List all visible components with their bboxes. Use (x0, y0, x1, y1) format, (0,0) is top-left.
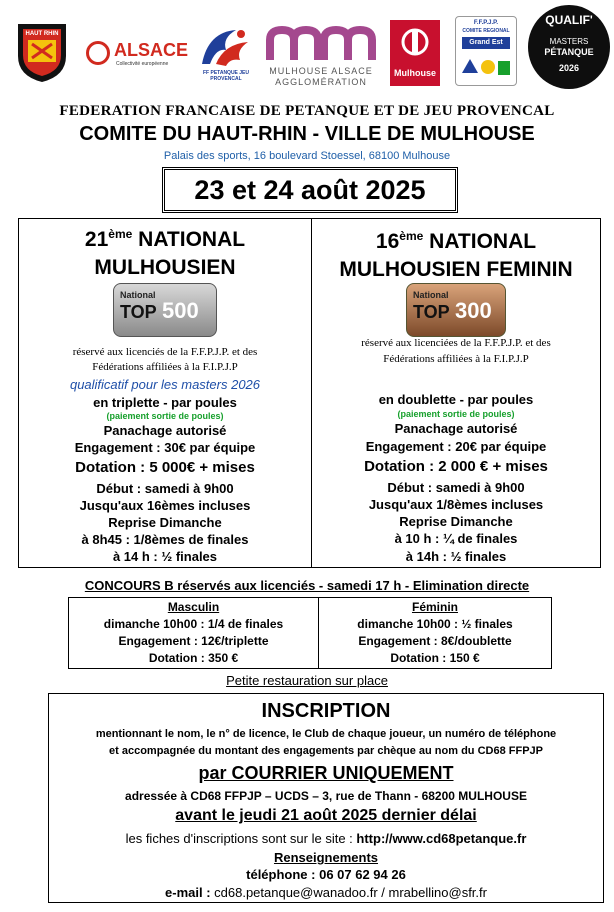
left-badge-number: 500 (162, 298, 199, 323)
federation-title: FEDERATION FRANCAISE DE PETANQUE ET DE JEU PROVENCAL (59, 103, 555, 119)
left-paiement: (paiement sortie de poules) (106, 411, 224, 421)
logo-bar (0, 0, 614, 96)
qualif-label: QUALIF' (545, 13, 593, 27)
left-reprise: Reprise Dimanche (108, 515, 222, 530)
right-panachage: Panachage autorisé (394, 421, 518, 436)
inscription-courrier (49, 763, 603, 784)
competitions-table (18, 218, 601, 568)
site-link[interactable]: http://www.cd68petanque.fr (356, 831, 527, 846)
email-addresses[interactable]: cd68.petanque@wanadoo.fr / mrabellino@sfr.fr (210, 885, 487, 900)
delai-text: avant le jeudi 21 août 2025 dernier délai (175, 807, 477, 824)
left-reserve-line1: réservé aux licenciés de la F.F.P.J.P. et des (72, 346, 258, 358)
inscription-delai (49, 807, 603, 825)
alsace-logo (86, 38, 189, 72)
left-badge-national: National (120, 290, 156, 300)
left-format: en triplette - par poules (93, 395, 237, 410)
comite-label-1: F.F.P.J.P. (473, 20, 499, 26)
left-dotation: Dotation : 5 000€ + mises (75, 459, 255, 476)
right-paiement: (paiement sortie de poules) (397, 409, 515, 419)
concours-b-feminin (319, 598, 551, 668)
haut-rhin-label: HAUT RHIN (25, 31, 59, 37)
comite-title: COMITE DU HAUT-RHIN - VILLE DE MULHOUSE (79, 123, 535, 145)
comite-regional-logo (455, 16, 517, 86)
right-badge-national: National (413, 290, 449, 300)
renseignements-heading (49, 850, 603, 865)
right-top300-badge (312, 283, 600, 337)
inscription-title: INSCRIPTION (261, 700, 391, 722)
masters-label-2: PÉTANQUE (544, 47, 594, 57)
masters-logo (528, 5, 610, 89)
left-horaire-2: à 14 h : ½ finales (112, 549, 218, 564)
event-dates: 23 et 24 août 2025 (162, 167, 458, 213)
masculin-line3: Dotation : 350 € (148, 651, 239, 665)
courrier-text: par COURRIER UNIQUEMENT (198, 763, 454, 783)
left-edition-suffix: ème (108, 227, 133, 241)
inscription-box (48, 693, 604, 903)
feminin-line3: Dotation : 150 € (390, 651, 480, 665)
restauration-note: Petite restauration sur place (226, 673, 388, 688)
left-jusqua: Jusqu'aux 16èmes incluses (79, 498, 251, 513)
comite-label-2: COMITE REGIONAL (462, 28, 510, 34)
right-reserve-line1: réservé aux licenciées de la F.F.P.J.P. et des (361, 337, 551, 349)
venue-address: Palais des sports, 16 boulevard Stoessel, 68100 Mulhouse (163, 150, 451, 162)
m2a-label-1: MULHOUSE ALSACE (269, 66, 373, 76)
right-title-line1 (312, 229, 600, 254)
grandest-label: Grand Est (462, 37, 510, 49)
site-prefix: les fiches d'inscriptions sont sur le site : (125, 831, 357, 846)
email-line (49, 885, 603, 900)
mulhouse-logo (390, 20, 440, 86)
renseignements-text: Renseignements (273, 850, 379, 865)
inscription-adresse: adressée à CD68 FFPJP – UCDS – 3, rue de Thann - 68200 MULHOUSE (125, 789, 527, 803)
left-reserve-line2: Fédérations affiliées à la F.I.P.J.P (92, 361, 238, 373)
alsace-label: ALSACE (114, 40, 189, 60)
masculin-line1: dimanche 10h00 : 1/4 de finales (103, 617, 284, 631)
left-title-line1 (19, 227, 311, 252)
mulhouse-label: Mulhouse (394, 68, 436, 78)
masters-year: 2026 (558, 63, 580, 73)
inscription-line2: et accompagnée du montant des engagements par chèque au nom du CD68 FFPJP (109, 745, 543, 757)
feminin-head: Féminin (411, 600, 458, 614)
national-feminin-column (312, 219, 600, 567)
email-label: e-mail : (165, 885, 211, 900)
left-title-line2: MULHOUSIEN (94, 256, 236, 279)
right-edition-suffix: ème (399, 229, 424, 243)
right-reprise: Reprise Dimanche (399, 514, 513, 529)
right-format: en doublette - par poules (378, 392, 534, 407)
right-horaire-1: à 10 h : ¼ de finales (394, 531, 518, 546)
alsace-sublabel: Collectivité européenne (116, 61, 169, 67)
right-title-national: NATIONAL (423, 230, 537, 253)
right-edition-number: 16 (375, 230, 400, 253)
concours-b-title: CONCOURS B réservés aux licenciés - samedi 17 h - Elimination directe (84, 578, 530, 593)
m2a-label-2: AGGLOMÉRATION (275, 77, 367, 87)
left-debut: Début : samedi à 9h00 (96, 481, 234, 496)
left-engagement: Engagement : 30€ par équipe (74, 440, 256, 455)
right-badge-top: TOP (413, 302, 450, 322)
right-jusqua: Jusqu'aux 1/8èmes incluses (368, 497, 544, 512)
right-horaire-2: à 14h : ½ finales (405, 549, 507, 564)
inscription-line1: mentionnant le nom, le n° de licence, le Club de chaque joueur, un numéro de téléphone (95, 728, 557, 740)
right-title-line2: MULHOUSIEN FEMININ (339, 258, 573, 281)
feminin-line2: Engagement : 8€/doublette (358, 634, 512, 648)
right-badge-number: 300 (455, 298, 492, 323)
m2a-logo (264, 26, 378, 88)
concours-b-masculin (69, 598, 319, 668)
alsace-icon (86, 41, 110, 65)
masculin-head: Masculin (167, 600, 220, 614)
national-mulhousien-column (19, 219, 312, 567)
haut-rhin-logo (14, 20, 70, 84)
feminin-line1: dimanche 10h00 : ½ finales (357, 617, 513, 631)
ffpjp-logo (196, 24, 256, 84)
masters-label-1: MASTERS (549, 37, 589, 46)
left-badge-top: TOP (120, 302, 157, 322)
right-reserve-line2: Fédérations affiliées à la F.I.P.J.P (383, 353, 529, 365)
left-title-national: NATIONAL (132, 228, 246, 251)
masculin-line2: Engagement : 12€/triplette (118, 634, 269, 648)
inscription-site-line (49, 831, 603, 846)
left-top500-badge (19, 283, 311, 337)
telephone: téléphone : 06 07 62 94 26 (246, 867, 406, 882)
left-panachage: Panachage autorisé (103, 423, 227, 438)
left-qualif: qualificatif pour les masters 2026 (69, 377, 261, 392)
right-dotation: Dotation : 2 000 € + mises (364, 458, 548, 475)
right-engagement: Engagement : 20€ par équipe (365, 439, 547, 454)
ffpjp-label: FF PETANQUE JEU PROVENCAL (202, 70, 250, 82)
left-edition-number: 21 (84, 228, 109, 251)
left-horaire-1: à 8h45 : 1/8èmes de finales (81, 532, 249, 547)
right-debut: Début : samedi à 9h00 (387, 480, 525, 495)
concours-b-table (68, 597, 552, 669)
